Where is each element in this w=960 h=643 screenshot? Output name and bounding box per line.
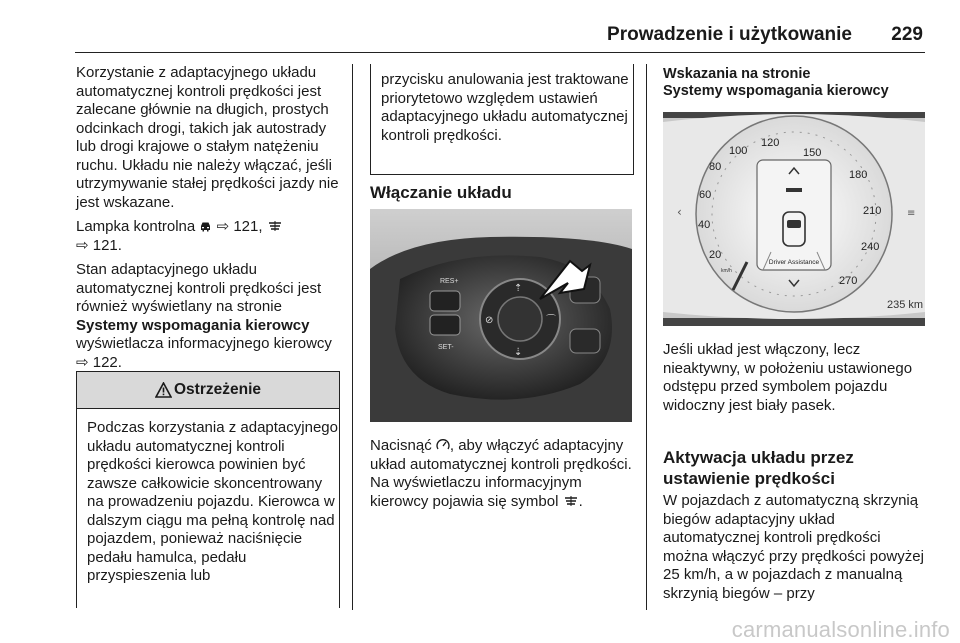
page-reference[interactable]: ⇨ 121.: [76, 236, 122, 254]
page-header: [0, 0, 960, 56]
warning-continuation-text: przycisku anulowania jest traktowane priorytetowo względem ustawień adaptacyjnego układu automatycznej kontroli prędkości.: [381, 71, 629, 144]
warning-title: Ostrzeżenie: [173, 381, 261, 398]
column-divider-2: [646, 64, 647, 610]
watermark: carmanualsonline.info: [731, 617, 950, 642]
reference-arrow-icon: ⇨: [76, 236, 89, 254]
speed-tick-240: 240: [861, 241, 880, 253]
car-front-icon: [199, 221, 212, 232]
driver-assistance-page-name: Systemy wspomagania kierowcy: [76, 316, 310, 334]
page-reference[interactable]: ⇨ 122.: [76, 353, 122, 371]
speed-tick-210: 210: [863, 205, 882, 217]
warning-text: Podczas korzystania z adaptacyjnego układu automatycznej kontroli prędkości kierowca powinien być zawsze całkowicie skoncentrowany na prowadzeniu pojazdu. Kierowca w dalszym ciągu ma pełną kontrolę nad pojazdem, ponieważ naciśnięcie pedału hamulca, pedału przyspieszenia lub: [87, 419, 338, 584]
speed-tick-100: 100: [729, 145, 748, 157]
header-rule: [75, 52, 925, 53]
speed-tick-60: 60: [699, 189, 712, 201]
paragraph-activation: W pojazdach z automatyczną skrzynią biegów adaptacyjny układ automatycznej kontroli prędkości można włączyć przy prędkości powyżej 25 km/h, a w pojazdach z manualną skrzynią biegów – przy: [663, 492, 924, 602]
svg-text:‹: ‹: [677, 205, 682, 219]
page-number: 229: [891, 24, 923, 45]
adaptive-cruise-icon: [267, 220, 283, 232]
warning-box: [76, 371, 340, 608]
warning-continuation-box: [370, 64, 634, 175]
odometer-readout: 235 km: [887, 299, 924, 311]
svg-text:⇣: ⇣: [514, 347, 523, 358]
speed-tick-150: 150: [803, 147, 822, 159]
page-reference[interactable]: ⇨ 121,: [216, 218, 263, 235]
speed-tick-40: 40: [698, 219, 711, 231]
svg-text:⊘: ⊘: [485, 315, 494, 326]
section-title-enable: Włączanie układu: [370, 183, 512, 202]
svg-text:≡: ≡: [907, 208, 916, 219]
paragraph-control-lamp: [76, 218, 344, 255]
indications-heading: Wskazania na stronie Systemy wspomagania kierowcy: [663, 66, 889, 99]
column-divider-1: [352, 64, 353, 610]
control-lamp-label: Lampka kontrolna: [76, 218, 196, 235]
warning-header: [77, 372, 339, 409]
warning-triangle-icon: [155, 382, 172, 398]
reference-arrow-icon: ⇨: [216, 218, 230, 235]
set-minus-label: SET-: [438, 344, 454, 351]
column-1: [76, 64, 344, 378]
speed-tick-20: 20: [709, 249, 722, 261]
steering-wheel-controls-illustration: [370, 209, 632, 422]
paragraph-intro: Korzystanie z adaptacyjnego układu automatycznej kontroli prędkości jest zalecane głównie na długich, prostych odcinkach drogi, takich jak autostrady lub drogi krajowe o stałym natężeniu ruchu. Układu nie należy włączać, jeśli utrzymywanie stałej prędkości jazdy nie jest wskazane.: [76, 64, 339, 211]
svg-text:⇡: ⇡: [514, 283, 523, 294]
page-title: Prowadzenie i użytkowanie: [607, 24, 852, 45]
speed-tick-270: 270: [839, 275, 858, 287]
speed-unit: km/h: [721, 268, 732, 274]
instrument-cluster-illustration: [663, 112, 925, 326]
paragraph-enable: Nacisnąć , aby włączyć adaptacyjny układ automatycznej kontroli prędkości. Na wyświetlaczu informacyjnym kierowcy pojawia się symbol .: [370, 437, 632, 510]
cruise-on-off-icon: [436, 439, 450, 451]
reference-arrow-icon: ⇨: [76, 353, 89, 371]
speed-tick-120: 120: [761, 137, 780, 149]
svg-text:⌒: ⌒: [546, 315, 556, 326]
paragraph-inactive: Jeśli układ jest włączony, lecz nieaktywny, w położeniu ustawionego odstępu przed symbolem pojazdu widoczny jest biały pasek.: [663, 341, 913, 414]
res-plus-label: RES+: [440, 278, 459, 285]
paragraph-status: Stan adaptacyjnego układu automatycznej kontroli prędkości jest również wyświetlany na stronie Systemy wspomagania kierowcy wyświetlacza informacyjnego kierowcy ⇨ 122.: [76, 261, 332, 371]
speed-tick-80: 80: [709, 161, 722, 173]
speed-tick-180: 180: [849, 169, 868, 181]
adaptive-cruise-icon: [563, 495, 579, 507]
cluster-screen-label: Driver Assistance: [768, 259, 820, 266]
section-title-activation: Aktywacja układu przez ustawienie prędkości: [663, 448, 854, 488]
